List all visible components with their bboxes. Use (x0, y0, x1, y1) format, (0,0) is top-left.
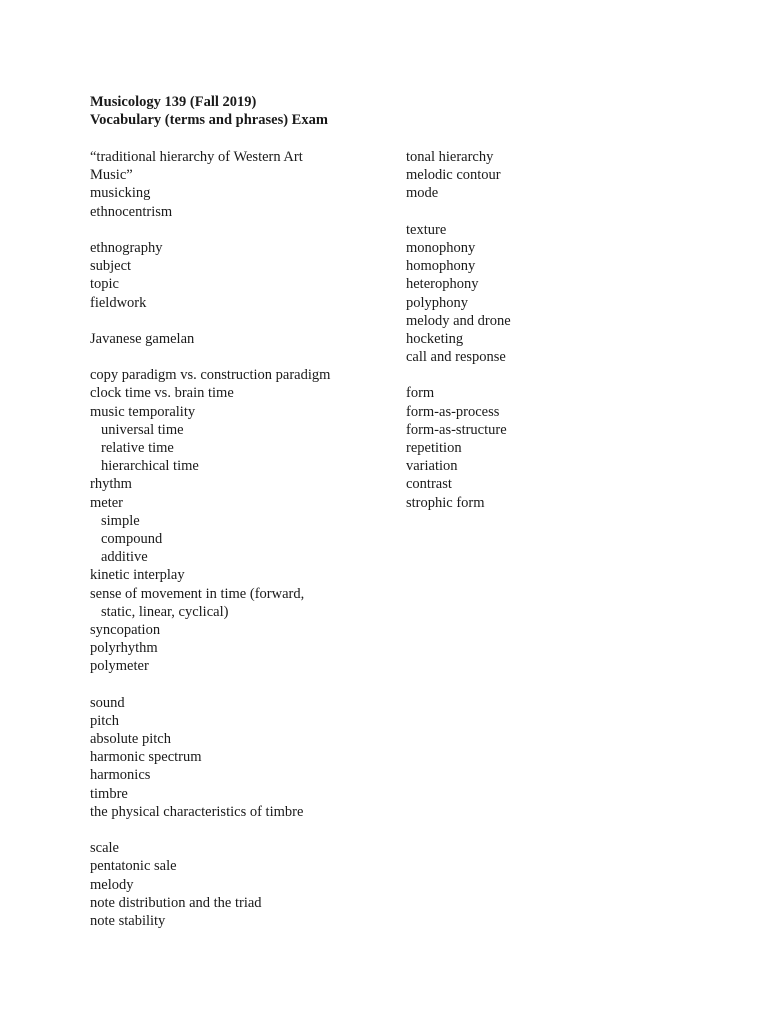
term-item: universal time (101, 421, 184, 438)
term-item: ethnocentrism (90, 203, 173, 220)
term-item: pitch (90, 712, 119, 729)
term-item: subject (90, 258, 132, 275)
term-item: melody and drone (406, 312, 511, 329)
term-item: polyrhythm (90, 640, 158, 657)
term-item: absolute pitch (90, 731, 171, 747)
term-item: hierarchical time (101, 458, 199, 475)
term-item: Javanese gamelan (90, 330, 195, 347)
term-item: form-as-process (406, 403, 500, 420)
term-item: the physical characteristics of timbre (90, 803, 304, 820)
exam-title: Vocabulary (terms and phrases) Exam (90, 112, 328, 129)
term-item: rhythm (90, 476, 132, 493)
term-item: musicking (90, 185, 151, 202)
term-item: harmonic spectrum (90, 749, 202, 766)
term-item: mode (406, 185, 439, 202)
term-item: homophony (406, 258, 476, 275)
term-item: harmonics (90, 767, 151, 784)
term-item: strophic form (406, 494, 485, 511)
term-item: note stability (90, 912, 166, 929)
term-item: relative time (101, 440, 174, 456)
term-item: Music” (90, 167, 133, 184)
term-item: additive (101, 549, 148, 566)
blank-line (90, 821, 380, 839)
term-item: call and response (406, 349, 506, 366)
term-item: syncopation (90, 621, 161, 638)
term-item: tonal hierarchy (406, 149, 494, 165)
term-item: “traditional hierarchy of Western Art (90, 149, 303, 165)
term-item: music temporality (90, 403, 196, 420)
term-item: note distribution and the triad (90, 894, 262, 911)
term-item: static, linear, cyclical) (101, 603, 229, 620)
blank-line (90, 675, 380, 693)
term-item: simple (101, 512, 140, 529)
term-item: topic (90, 276, 119, 293)
term-item: form (406, 385, 435, 402)
term-item: pentatonic sale (90, 858, 177, 875)
blank-line (90, 221, 380, 239)
term-item: repetition (406, 440, 462, 456)
term-item: ethnography (90, 239, 163, 256)
document-header (90, 93, 328, 130)
term-item: copy paradigm vs. construction paradigm (90, 367, 331, 384)
term-item: kinetic interplay (90, 567, 185, 584)
term-item: fieldwork (90, 294, 147, 311)
term-item: melody (90, 876, 134, 893)
term-item: polyphony (406, 294, 469, 311)
term-item: scale (90, 840, 119, 857)
term-item: form-as-structure (406, 421, 507, 438)
course-title: Musicology 139 (Fall 2019) (90, 94, 257, 110)
blank-line (90, 348, 380, 366)
term-item: melodic contour (406, 167, 501, 184)
blank-line (406, 203, 706, 221)
term-item: compound (101, 530, 163, 547)
term-item: meter (90, 494, 124, 511)
term-item: contrast (406, 476, 452, 493)
blank-line (90, 312, 380, 330)
term-item: polymeter (90, 658, 149, 675)
right-term-list (406, 148, 706, 512)
term-item: monophony (406, 239, 476, 256)
term-item: heterophony (406, 276, 479, 293)
left-term-list (90, 148, 380, 930)
term-item: hocketing (406, 330, 464, 347)
term-item: texture (406, 221, 447, 238)
term-item: sense of movement in time (forward, (90, 585, 305, 602)
term-item: clock time vs. brain time (90, 385, 234, 402)
term-item: timbre (90, 785, 128, 802)
term-item: variation (406, 458, 458, 475)
term-item: sound (90, 694, 125, 711)
blank-line (406, 366, 706, 384)
